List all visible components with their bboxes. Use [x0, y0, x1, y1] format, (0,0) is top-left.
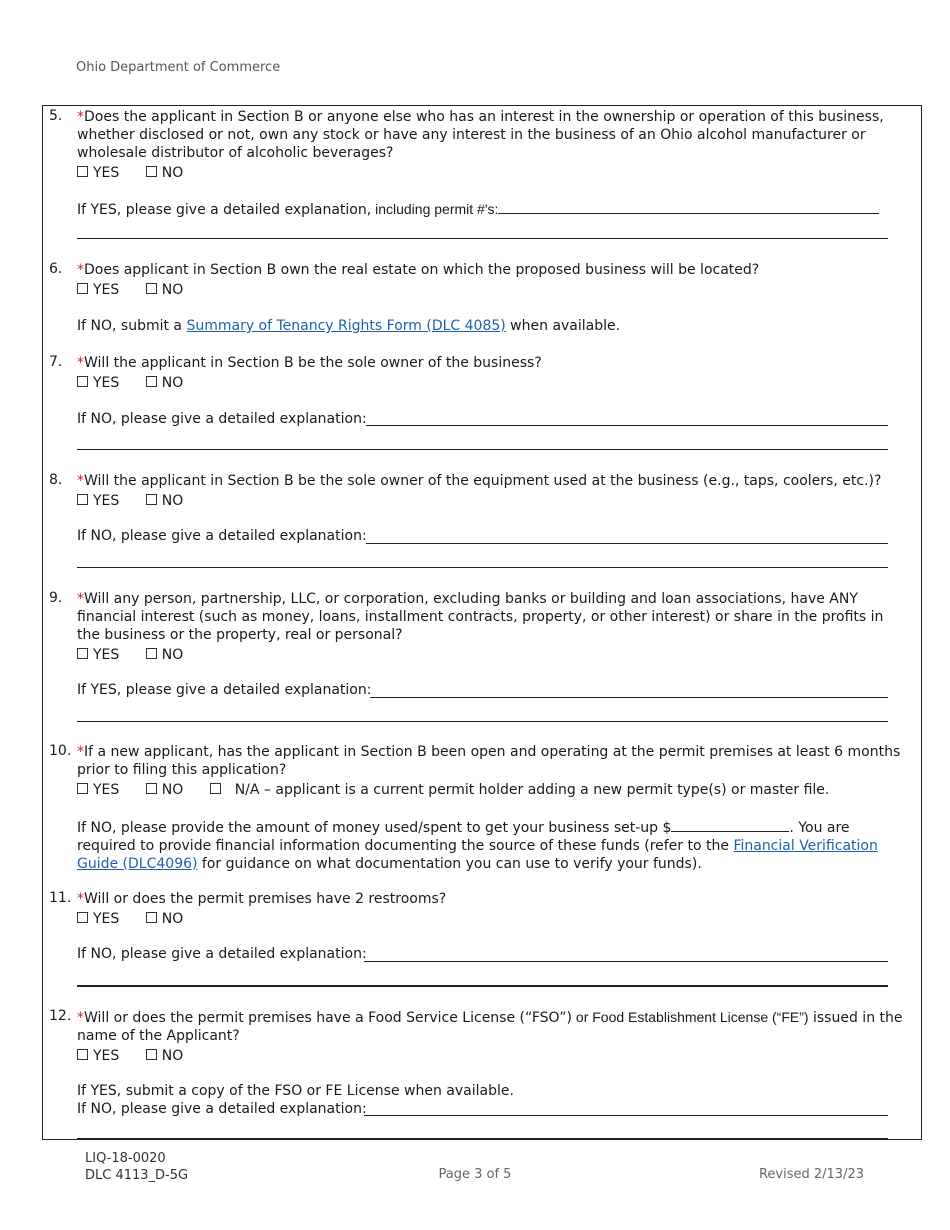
- question-number: 8.: [49, 472, 63, 488]
- agency-header: Ohio Department of Commerce: [76, 60, 281, 75]
- note-text: If NO, submit a: [77, 318, 187, 334]
- question-text: Will any person, partnership, LLC, or corporation, excluding banks or building and loan associations, have ANY financial interest (such as money, loans, installment contracts, property, or other interest) or share in the profits in the business or the property, real or personal?: [77, 591, 884, 643]
- q12-note: [77, 1082, 888, 1100]
- note-text: If NO, please provide the amount of money used/spent to get your business set-up $: [77, 820, 672, 836]
- required-asterisk: *: [77, 1010, 84, 1026]
- no-label: NO: [161, 782, 184, 798]
- question-text: Will the applicant in Section B be the sole owner of the business?: [84, 355, 542, 371]
- q8-explanation-input[interactable]: [366, 543, 888, 544]
- setup-amount-input[interactable]: [671, 818, 789, 832]
- yes-checkbox[interactable]: [77, 166, 88, 177]
- no-checkbox[interactable]: [146, 648, 157, 659]
- yes-option[interactable]: [77, 910, 119, 928]
- yes-label: YES: [93, 1048, 120, 1064]
- no-checkbox[interactable]: [146, 166, 157, 177]
- yes-label: YES: [93, 782, 120, 798]
- question-text: Does the applicant in Section B or anyone else who has an interest in the ownership or operation of this business, whether disclosed or not, own any stock or have any interest in the business of an Ohio alcohol manufacturer or wholesale distributor of alcoholic beverages?: [77, 109, 884, 161]
- no-checkbox[interactable]: [146, 283, 157, 294]
- required-asterisk: *: [77, 473, 84, 489]
- explanation-label: If NO, please give a detailed explanation:: [77, 946, 367, 962]
- question-number: 11.: [49, 890, 72, 906]
- explanation-label-tail: including permit #'s:: [371, 201, 499, 217]
- question-text: Does applicant in Section B own the real estate on which the proposed business will be located?: [84, 262, 760, 278]
- q11-explanation-input[interactable]: [364, 961, 888, 962]
- question-text: If a new applicant, has the applicant in Section B been open and operating at the permit premises at least 6 months prior to filing this application?: [77, 744, 901, 778]
- financial-verification-guide-link[interactable]: Financial Verification Guide (DLC4096): [77, 838, 878, 872]
- no-option[interactable]: [146, 781, 184, 799]
- explanation-label: If YES, please give a detailed explanation:: [77, 682, 372, 698]
- yes-checkbox[interactable]: [77, 283, 88, 294]
- yes-label: YES: [93, 375, 120, 391]
- no-checkbox[interactable]: [146, 912, 157, 923]
- yes-option[interactable]: [77, 492, 119, 510]
- no-option[interactable]: [146, 646, 184, 664]
- form-code: DLC 4113_D-5G: [85, 1168, 189, 1183]
- yes-option[interactable]: [77, 1047, 119, 1065]
- question-text: Will or does the permit premises have 2 restrooms?: [84, 891, 447, 907]
- q9-explanation-input[interactable]: [370, 697, 888, 698]
- note-text: If YES, submit a copy of the FSO or FE License when available.: [77, 1083, 514, 1099]
- yes-option[interactable]: [77, 646, 119, 664]
- no-checkbox[interactable]: [146, 783, 157, 794]
- question-text-sans: or Food Establishment License (“FE”): [572, 1009, 809, 1025]
- question-text: Will the applicant in Section B be the sole owner of the equipment used at the business (e.g., taps, coolers, etc.)?: [84, 473, 882, 489]
- q8-explanation-line-2[interactable]: [77, 567, 888, 568]
- note-text-end: when available.: [505, 318, 621, 334]
- yes-option[interactable]: [77, 281, 119, 299]
- revised-date: Revised 2/13/23: [758, 1167, 864, 1182]
- explanation-label: If NO, please give a detailed explanation:: [77, 528, 367, 544]
- no-label: NO: [161, 1048, 184, 1064]
- yes-checkbox[interactable]: [77, 494, 88, 505]
- yes-checkbox[interactable]: [77, 648, 88, 659]
- required-asterisk: *: [77, 744, 84, 760]
- yes-checkbox[interactable]: [77, 1049, 88, 1060]
- no-label: NO: [161, 493, 184, 509]
- yes-checkbox[interactable]: [77, 783, 88, 794]
- yes-label: YES: [93, 493, 120, 509]
- yes-label: YES: [93, 647, 120, 663]
- na-checkbox[interactable]: [210, 783, 221, 794]
- question-number: 9.: [49, 590, 63, 606]
- q7-explanation-line-2[interactable]: [77, 449, 888, 450]
- no-option[interactable]: [146, 281, 184, 299]
- na-option[interactable]: [210, 781, 830, 799]
- no-checkbox[interactable]: [146, 376, 157, 387]
- yes-label: YES: [93, 165, 120, 181]
- q9-explanation-line-2[interactable]: [77, 721, 888, 722]
- question-number: 6.: [49, 261, 63, 277]
- q11-explanation-line-2[interactable]: [77, 985, 888, 987]
- question-number: 10.: [49, 743, 72, 759]
- q5-explanation-row: [77, 199, 888, 219]
- na-label: N/A – applicant is a current permit holder adding a new permit type(s) or master file.: [234, 782, 830, 798]
- no-label: NO: [161, 911, 184, 927]
- form-id: LIQ-18-0020: [85, 1151, 166, 1166]
- required-asterisk: *: [77, 262, 84, 278]
- yes-option[interactable]: [77, 164, 119, 182]
- no-label: NO: [161, 647, 184, 663]
- no-option[interactable]: [146, 374, 184, 392]
- question-text-end: issued in the name of the Applicant?: [77, 1010, 903, 1044]
- no-label: NO: [161, 282, 184, 298]
- note-text-mid: . You are required to provide financial information documenting the source of these funds (refer to the: [77, 820, 850, 854]
- q12-explanation-line-2[interactable]: [77, 1138, 888, 1139]
- questions-box: [42, 105, 922, 1140]
- explanation-input[interactable]: [498, 199, 879, 214]
- page-number: Page 3 of 5: [438, 1167, 512, 1182]
- explanation-label: If NO, please give a detailed explanation:: [77, 1101, 367, 1117]
- question-text: Will or does the permit premises have a Food Service License (“FSO”): [84, 1010, 573, 1026]
- no-option[interactable]: [146, 910, 184, 928]
- no-checkbox[interactable]: [146, 1049, 157, 1060]
- note-text-end: for guidance on what documentation you can use to verify your funds).: [197, 856, 702, 872]
- required-asterisk: *: [77, 891, 84, 907]
- yes-checkbox[interactable]: [77, 376, 88, 387]
- yes-label: YES: [93, 911, 120, 927]
- question-number: 12.: [49, 1008, 72, 1024]
- q7-explanation-input[interactable]: [366, 425, 888, 426]
- no-option[interactable]: [146, 492, 184, 510]
- required-asterisk: *: [77, 591, 84, 607]
- no-label: NO: [161, 375, 184, 391]
- required-asterisk: *: [77, 109, 84, 125]
- no-label: NO: [161, 165, 184, 181]
- yes-option[interactable]: [77, 781, 119, 799]
- no-option[interactable]: [146, 164, 184, 182]
- yes-label: YES: [93, 282, 120, 298]
- question-number: 5.: [49, 108, 63, 124]
- yes-checkbox[interactable]: [77, 912, 88, 923]
- tenancy-rights-form-link[interactable]: Summary of Tenancy Rights Form (DLC 4085): [186, 318, 506, 334]
- q12-explanation-input[interactable]: [364, 1115, 888, 1116]
- required-asterisk: *: [77, 355, 84, 371]
- q6-note: [77, 317, 888, 335]
- no-checkbox[interactable]: [146, 494, 157, 505]
- question-number: 7.: [49, 354, 63, 370]
- no-option[interactable]: [146, 1047, 184, 1065]
- q5-explanation-line-2[interactable]: [77, 238, 888, 239]
- explanation-label: If YES, please give a detailed explanation,: [77, 202, 372, 218]
- explanation-label: If NO, please give a detailed explanation:: [77, 411, 367, 427]
- yes-option[interactable]: [77, 374, 119, 392]
